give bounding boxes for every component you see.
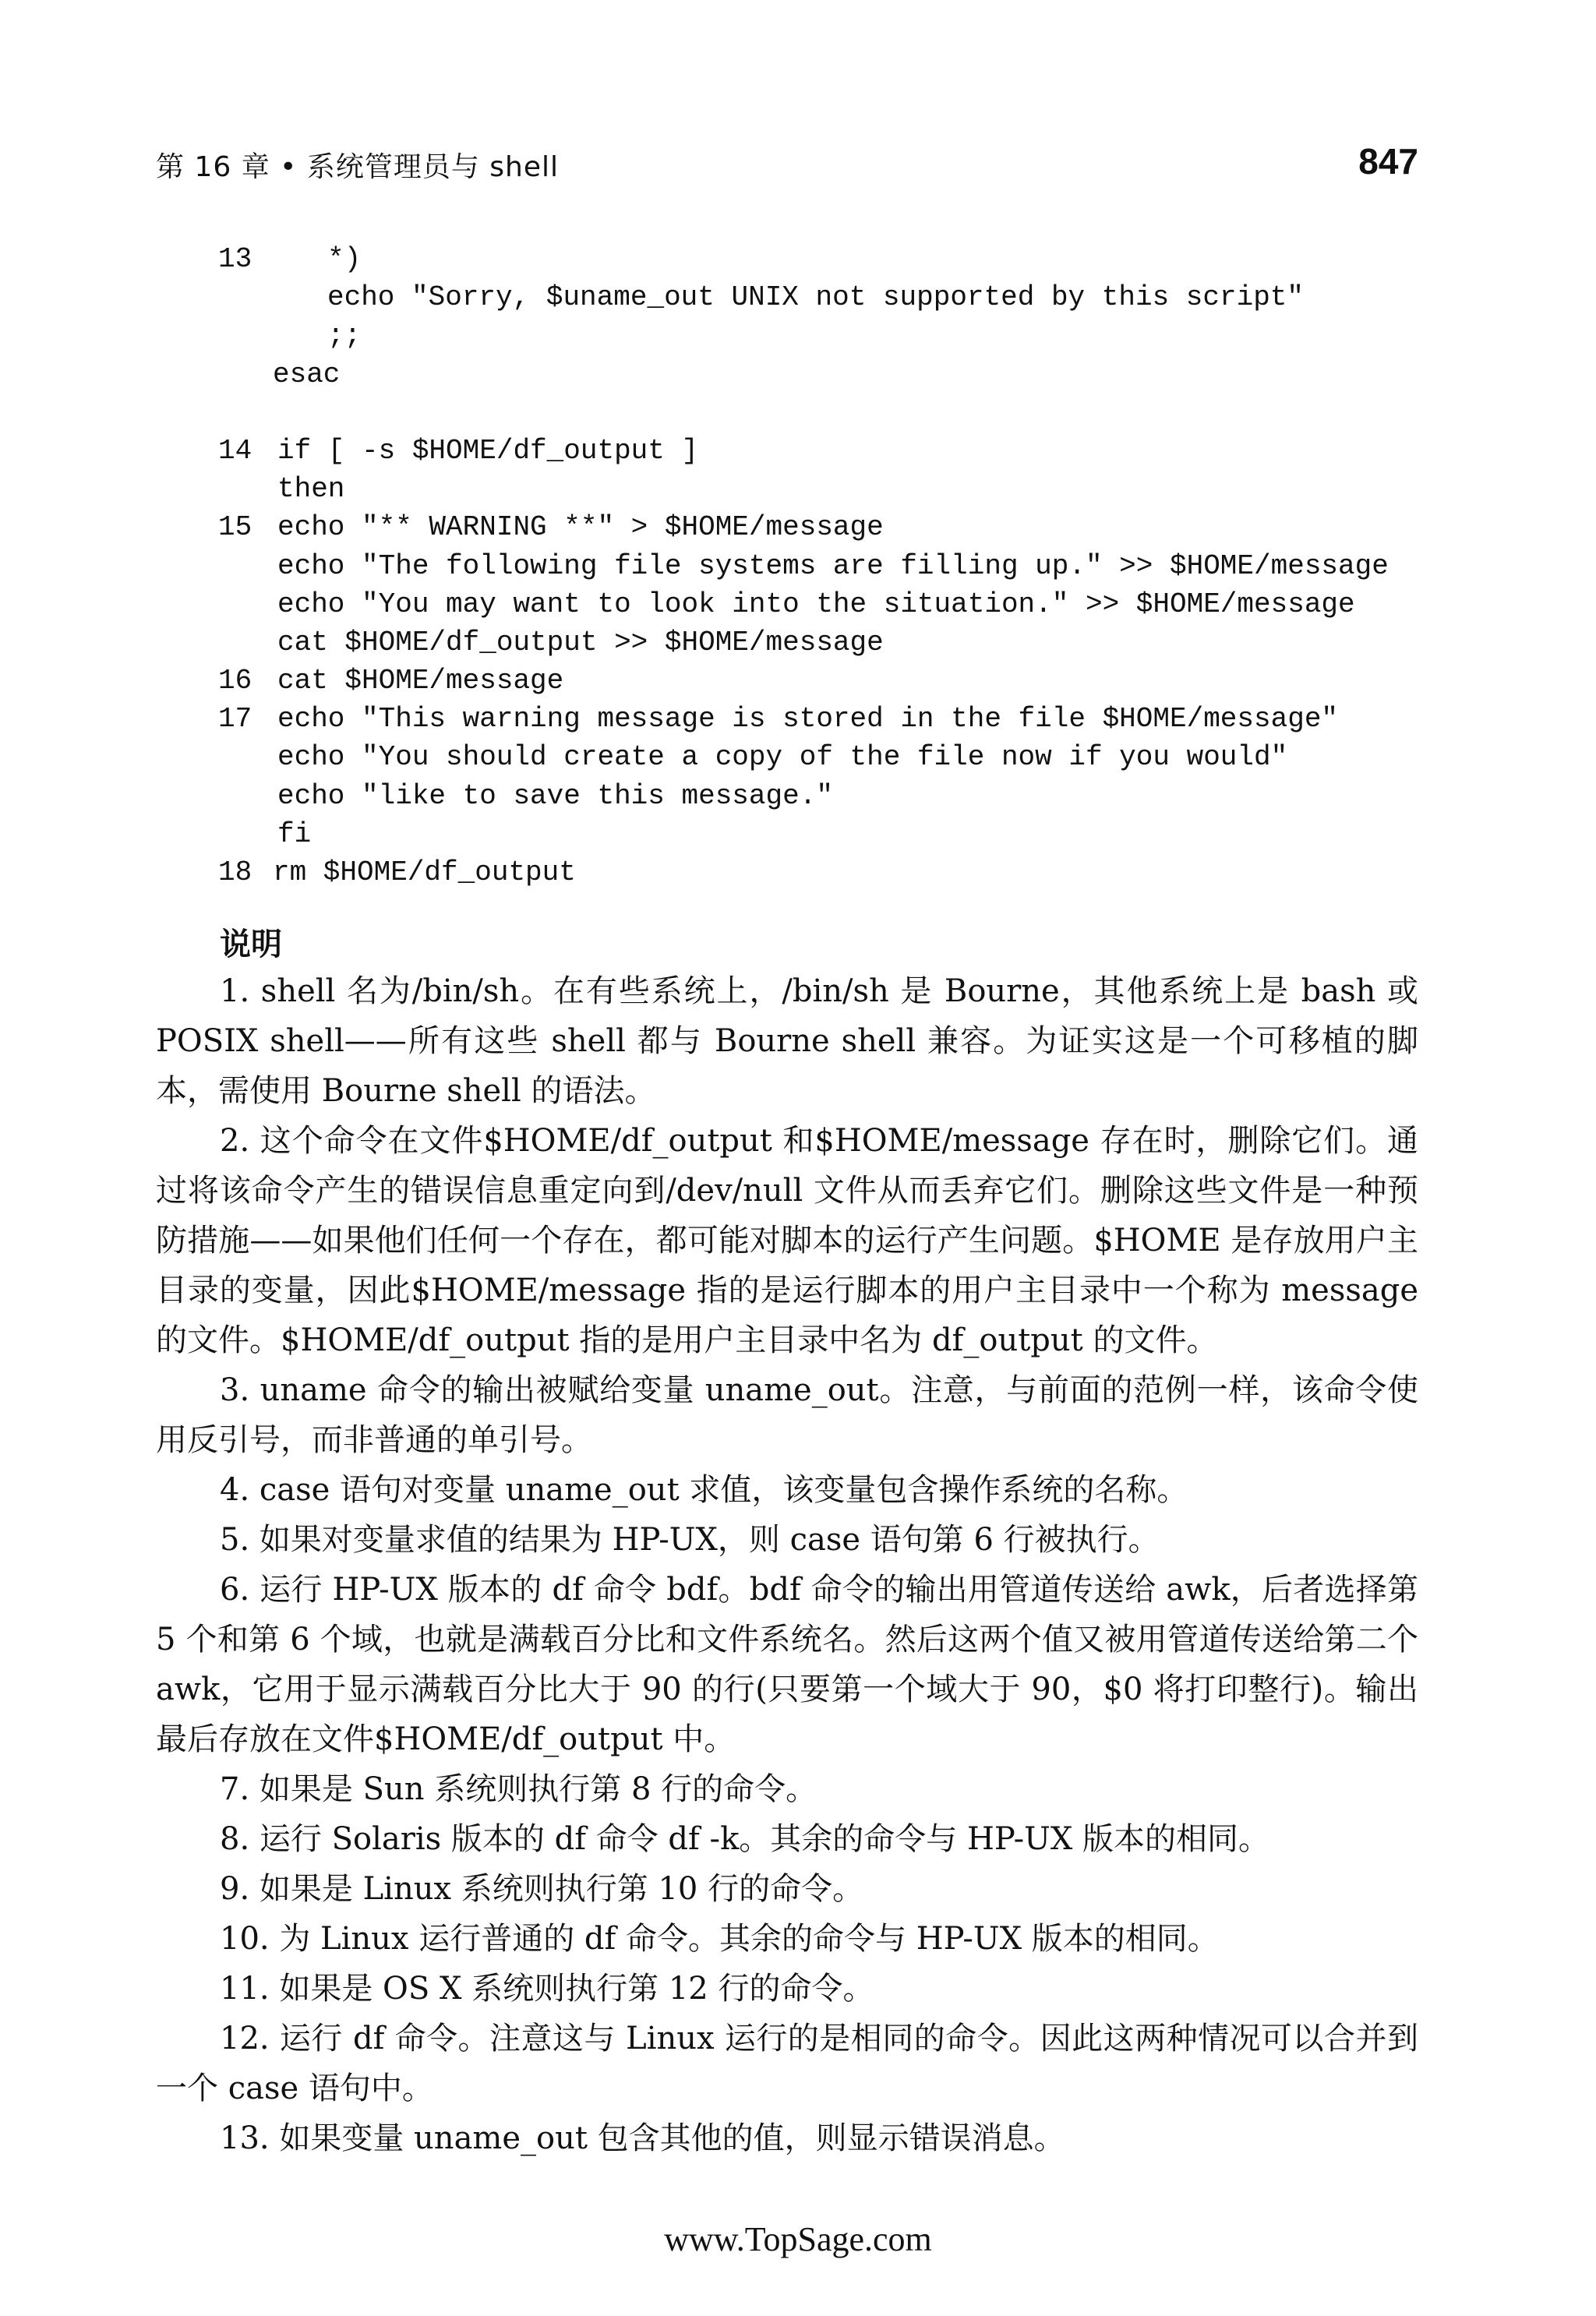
code-line: [218, 432, 1481, 470]
page-header: [156, 140, 1418, 187]
note-item: 9. 如果是 Linux 系统则执行第 10 行的命令。: [220, 1871, 864, 1907]
code-line-number: 14: [218, 434, 252, 467]
code-line: [218, 470, 1481, 508]
code-line: [218, 815, 1481, 853]
code-line: [218, 547, 1481, 585]
note-item: 3. uname 命令的输出被赋给变量 uname_out。注意，与前面的范例一样，该命令使用反引号，而非普通的单引号。: [156, 1372, 1418, 1458]
notes-heading: 说明: [220, 927, 282, 962]
code-line: [218, 508, 1481, 546]
code-line-text: fi: [277, 817, 312, 850]
code-line: [218, 700, 1481, 738]
note-item: 12. 运行 df 命令。注意这与 Linux 运行的是相同的命令。因此这两种情况可以合并到一个 case 语句中。: [156, 2021, 1418, 2106]
footer-url: www.TopSage.com: [664, 2220, 932, 2258]
code-line: [218, 853, 1481, 891]
note-item: 1. shell 名为/bin/sh。在有些系统上，/bin/sh 是 Bourne，其他系统上是 bash 或 POSIX shell——所有这些 shell 都与 Bourne shell 兼容。为证实这是一个可移植的脚本，需使用 Bourne shell 的语法。: [156, 973, 1418, 1109]
note-item: 13. 如果变量 uname_out 包含其他的值，则显示错误消息。: [220, 2120, 1065, 2156]
code-line: [218, 623, 1481, 662]
notes-list: [156, 966, 1418, 2163]
code-line-text: echo "You should create a copy of the file now if you would": [277, 741, 1288, 774]
code-line-number: 18: [218, 856, 252, 888]
code-line-text: then: [277, 473, 345, 506]
code-line: [218, 662, 1481, 700]
code-listing: [218, 240, 1481, 891]
code-line-text: esac: [273, 358, 341, 390]
note-item: 4. case 语句对变量 uname_out 求值，该变量包含操作系统的名称。: [220, 1472, 1188, 1508]
code-line-text: cat $HOME/df_output >> $HOME/message: [277, 626, 884, 658]
note-item: 6. 运行 HP-UX 版本的 df 命令 bdf。bdf 命令的输出用管道传送给 awk，后者选择第 5 个和第 6 个域，也就是满载百分比和文件系统名。然后这两个值又被用管道传送给第二个 awk，它用于显示满载百分比大于 90 的行(只要第一个域大于 90，$0 将打印整行)。输出最后存放在文件$HOME/df_output 中。: [156, 1572, 1418, 1757]
note-item: 7. 如果是 Sun 系统则执行第 8 行的命令。: [220, 1771, 817, 1807]
code-line-number: 13: [218, 243, 252, 275]
code-line-text: cat $HOME/message: [277, 665, 564, 697]
code-line: [218, 394, 1481, 432]
note-item: 2. 这个命令在文件$HOME/df_output 和$HOME/message 存在时，删除它们。通过将该命令产生的错误信息重定向到/dev/null 文件从而丢弃它们。删除这些文件是一种预防措施——如果他们任何一个存在，都可能对脚本的运行产生问题。$HOME 是存放用户主目录的变量，因此$HOME/message 指的是运行脚本的用户主目录中一个称为 message 的文件。$HOME/df_output 指的是用户主目录中名为 df_output 的文件。: [156, 1123, 1418, 1358]
code-line-text: echo "You may want to look into the situation." >> $HOME/message: [277, 588, 1355, 620]
note-item: 5. 如果对变量求值的结果为 HP-UX，则 case 语句第 6 行被执行。: [220, 1522, 1160, 1558]
code-line-number: 16: [218, 665, 252, 697]
code-line: [218, 777, 1481, 815]
code-line-text: rm $HOME/df_output: [273, 856, 576, 888]
code-line-number: 17: [218, 703, 252, 736]
code-line-text: if [ -s $HOME/df_output ]: [277, 434, 699, 467]
code-line: [218, 316, 1481, 355]
code-line: [218, 355, 1481, 394]
note-item: 11. 如果是 OS X 系统则执行第 12 行的命令。: [220, 1971, 874, 2007]
chapter-title: 第 16 章 • 系统管理员与 shell: [156, 151, 559, 183]
code-line-text: *): [327, 243, 362, 275]
code-line: [218, 738, 1481, 776]
code-line-text: echo "** WARNING **" > $HOME/message: [277, 511, 884, 544]
code-line: [218, 278, 1481, 316]
code-line: [218, 585, 1481, 623]
code-line-text: ;;: [327, 320, 362, 352]
note-item: 10. 为 Linux 运行普通的 df 命令。其余的命令与 HP-UX 版本的相同。: [220, 1921, 1219, 1957]
code-line: [218, 240, 1481, 278]
page-number: 847: [1358, 141, 1418, 182]
note-item: 8. 运行 Solaris 版本的 df 命令 df -k。其余的命令与 HP-UX 版本的相同。: [220, 1821, 1270, 1857]
code-line-number: 15: [218, 511, 252, 544]
code-line-text: echo "This warning message is stored in the file $HOME/message": [277, 703, 1339, 736]
code-line-text: echo "The following file systems are filling up." >> $HOME/message: [277, 549, 1389, 582]
code-line-text: echo "Sorry, $uname_out UNIX not supported by this script": [327, 281, 1305, 314]
code-line-text: echo "like to save this message.": [277, 779, 833, 812]
